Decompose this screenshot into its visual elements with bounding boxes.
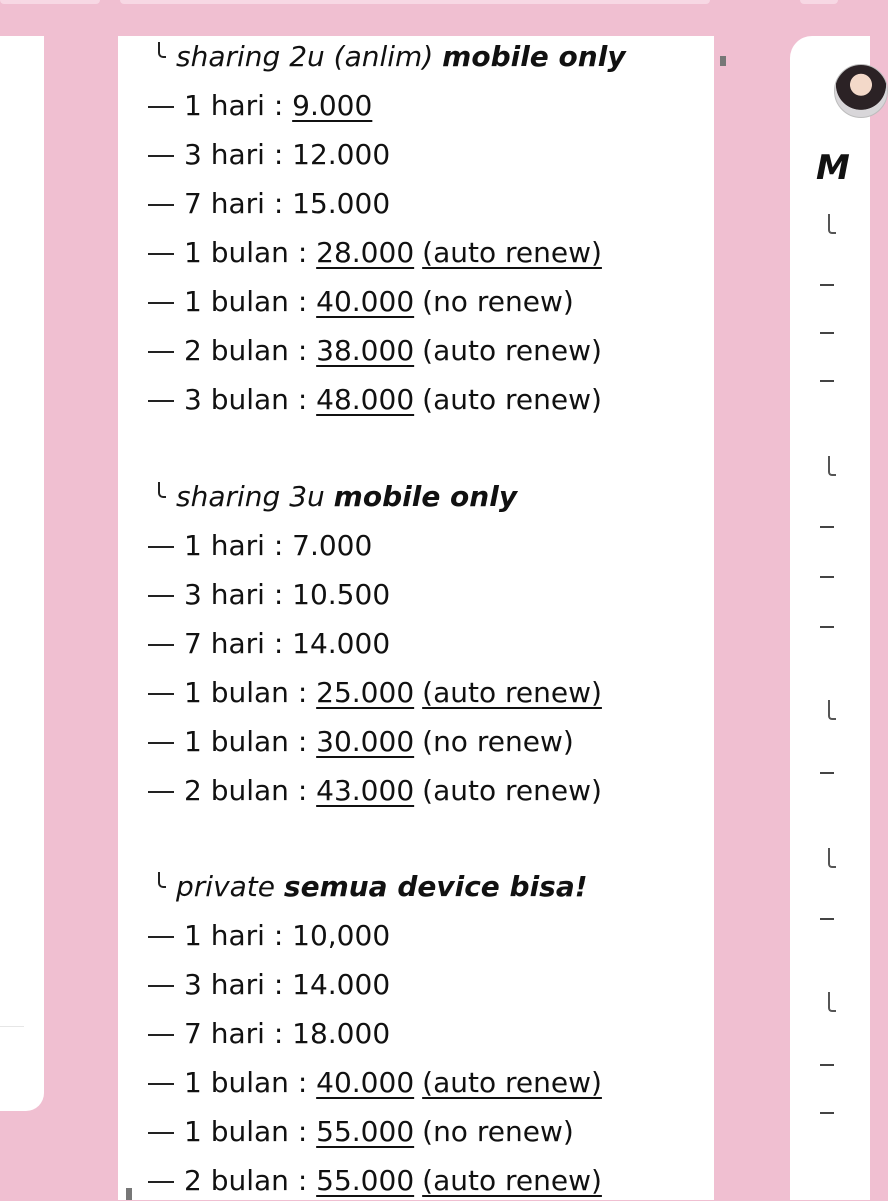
price-value: 43.000 (316, 774, 415, 807)
price-duration: 7 hari (184, 187, 265, 220)
dash-icon (820, 526, 834, 528)
price-note: (no renew) (422, 285, 574, 318)
price-duration: 7 hari (184, 1017, 265, 1050)
price-duration: 3 hari (184, 138, 265, 171)
price-value: 28.000 (316, 236, 415, 269)
price-duration: 1 bulan (184, 285, 289, 318)
price-row (148, 722, 574, 762)
price-separator: : (288, 285, 317, 318)
dash-icon (148, 936, 174, 938)
dash-icon (148, 1083, 174, 1085)
dash-icon (820, 380, 834, 382)
hook-icon (158, 42, 166, 58)
price-value: 10.500 (292, 578, 391, 611)
price-note: (auto renew) (422, 1066, 602, 1099)
price-separator: : (288, 725, 317, 758)
hook-icon (828, 992, 836, 1012)
price-value: 9.000 (292, 89, 373, 122)
price-value: 40.000 (316, 1066, 415, 1099)
price-row (148, 380, 602, 420)
dash-icon (148, 693, 174, 695)
price-value: 25.000 (316, 676, 415, 709)
scroll-indicator-top[interactable] (720, 56, 726, 66)
right-card[interactable] (790, 36, 870, 1200)
price-separator: : (264, 89, 293, 122)
price-value: 10,000 (292, 919, 391, 952)
dash-icon (820, 1064, 834, 1066)
top-strip-center (120, 0, 710, 4)
dash-icon (820, 918, 834, 920)
price-note: (no renew) (422, 1115, 574, 1148)
hook-icon (828, 214, 836, 234)
section-heading (158, 40, 626, 80)
dash-icon (148, 546, 174, 548)
price-row (148, 282, 574, 322)
price-duration: 2 bulan (184, 1164, 289, 1197)
price-note: (no renew) (422, 725, 574, 758)
dash-icon (148, 204, 174, 206)
price-separator: : (288, 236, 317, 269)
price-value: 48.000 (316, 383, 415, 416)
profile-avatar[interactable] (834, 64, 888, 118)
price-row (148, 624, 390, 664)
price-duration: 3 hari (184, 968, 265, 1001)
price-separator: : (264, 529, 293, 562)
price-separator: : (288, 676, 317, 709)
section-tag: mobile only (442, 40, 626, 73)
hook-icon (158, 482, 166, 498)
price-row (148, 1063, 602, 1103)
dash-icon (148, 595, 174, 597)
price-value: 55.000 (316, 1115, 415, 1148)
price-value: 40.000 (316, 285, 415, 318)
price-note: (auto renew) (422, 383, 602, 416)
section-label: sharing 3u (176, 480, 325, 513)
dash-icon (820, 332, 834, 334)
price-value: 12.000 (292, 138, 391, 171)
price-duration: 1 hari (184, 89, 265, 122)
dash-icon (148, 1034, 174, 1036)
price-row (148, 916, 390, 956)
top-strip-left (0, 0, 100, 4)
price-separator: : (264, 138, 293, 171)
price-note: (auto renew) (422, 334, 602, 367)
price-value: 14.000 (292, 627, 391, 660)
dash-icon (820, 1112, 834, 1114)
dash-icon (820, 284, 834, 286)
price-row (148, 184, 390, 224)
price-duration: 3 bulan (184, 383, 289, 416)
price-separator: : (288, 774, 317, 807)
hook-icon (828, 456, 836, 476)
hook-icon (828, 848, 836, 868)
section-label: sharing 2u (anlim) (176, 40, 434, 73)
price-duration: 3 hari (184, 578, 265, 611)
price-row (148, 1161, 602, 1201)
price-separator: : (264, 968, 293, 1001)
price-row (148, 575, 390, 615)
price-row (148, 526, 372, 566)
price-duration: 1 bulan (184, 676, 289, 709)
hook-icon (828, 700, 836, 720)
price-value: 55.000 (316, 1164, 415, 1197)
price-duration: 1 hari (184, 529, 265, 562)
price-note: (auto renew) (422, 1164, 602, 1197)
price-separator: : (288, 1164, 317, 1197)
right-card-heading: M (816, 148, 850, 188)
dash-icon (148, 985, 174, 987)
section-heading (158, 870, 588, 910)
price-separator: : (288, 334, 317, 367)
dash-icon (820, 626, 834, 628)
dash-icon (148, 400, 174, 402)
price-separator: : (264, 1017, 293, 1050)
price-value: 7.000 (292, 529, 373, 562)
price-row (148, 1014, 390, 1054)
price-row (148, 1112, 574, 1152)
dash-icon (148, 302, 174, 304)
price-separator: : (288, 1115, 317, 1148)
price-row (148, 771, 602, 811)
section-tag: mobile only (333, 480, 518, 513)
dash-icon (148, 155, 174, 157)
price-row (148, 135, 390, 175)
price-separator: : (264, 578, 293, 611)
price-duration: 2 bulan (184, 334, 289, 367)
price-row (148, 331, 602, 371)
section-tag: semua device bisa! (283, 870, 588, 903)
dash-icon (148, 644, 174, 646)
price-value: 15.000 (292, 187, 391, 220)
price-duration: 1 bulan (184, 236, 289, 269)
price-value: 30.000 (316, 725, 415, 758)
section-label: private (176, 870, 275, 903)
price-separator: : (264, 187, 293, 220)
dash-icon (148, 253, 174, 255)
section-heading (158, 480, 517, 520)
dash-icon (820, 772, 834, 774)
price-separator: : (264, 627, 293, 660)
price-separator: : (288, 383, 317, 416)
dash-icon (148, 742, 174, 744)
scroll-indicator-bottom[interactable] (126, 1188, 132, 1200)
hook-icon (158, 872, 166, 888)
dash-icon (148, 106, 174, 108)
dash-icon (148, 351, 174, 353)
price-separator: : (264, 919, 293, 952)
price-value: 14.000 (292, 968, 391, 1001)
top-strip-right (800, 0, 838, 4)
price-duration: 1 hari (184, 919, 265, 952)
left-card[interactable] (0, 36, 44, 1111)
price-duration: 1 bulan (184, 1066, 289, 1099)
price-duration: 1 bulan (184, 725, 289, 758)
price-note: (auto renew) (422, 774, 602, 807)
price-row (148, 673, 602, 713)
price-list-card[interactable] (118, 36, 714, 1200)
price-duration: 2 bulan (184, 774, 289, 807)
dash-icon (148, 1132, 174, 1134)
price-row (148, 86, 372, 126)
price-row (148, 965, 390, 1005)
dash-icon (148, 1181, 174, 1183)
price-separator: : (288, 1066, 317, 1099)
price-value: 38.000 (316, 334, 415, 367)
price-note: (auto renew) (422, 236, 602, 269)
price-duration: 7 hari (184, 627, 265, 660)
dash-icon (820, 576, 834, 578)
price-value: 18.000 (292, 1017, 391, 1050)
price-row (148, 233, 602, 273)
left-card-divider (0, 1026, 24, 1027)
price-note: (auto renew) (422, 676, 602, 709)
dash-icon (148, 791, 174, 793)
price-duration: 1 bulan (184, 1115, 289, 1148)
